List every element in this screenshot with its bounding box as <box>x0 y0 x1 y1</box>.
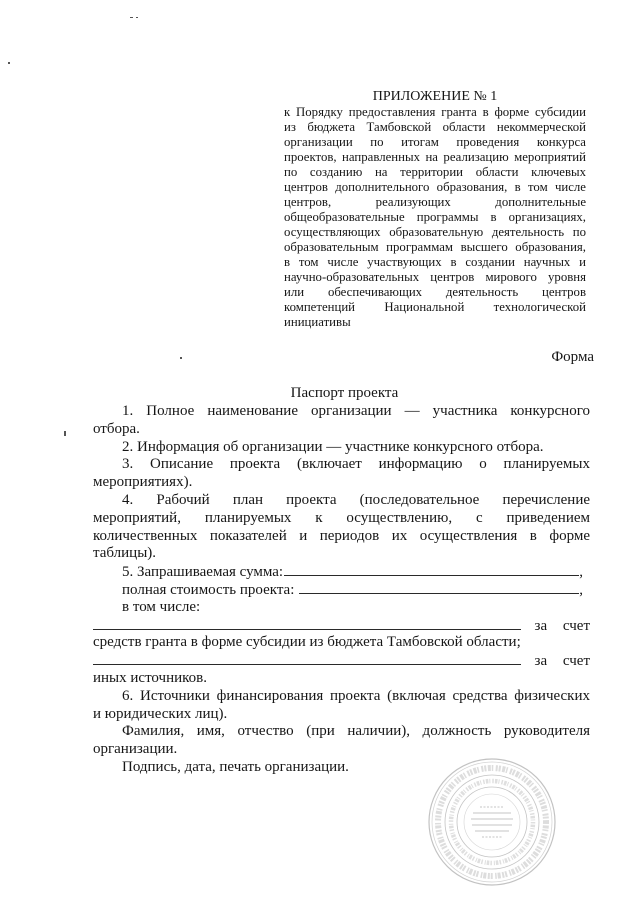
requested-amount-label: 5. Запрашиваемая сумма: <box>122 564 284 581</box>
appendix-line: по созданию на территории области ключевых <box>284 165 586 179</box>
comma: , <box>579 564 583 581</box>
paragraph-line: таблицы). <box>93 545 157 562</box>
paragraph-line: мероприятиях). <box>93 474 193 491</box>
appendix-line: центров, реализующих дополнительные <box>284 195 586 209</box>
appendix-line: к Порядку предоставления гранта в форме субсидии <box>284 105 586 119</box>
document-title: Паспорт проекта <box>290 385 399 401</box>
scan-speck <box>64 431 66 436</box>
paragraph-line: Подпись, дата, печать организации. <box>122 758 349 775</box>
grant-amount-row <box>93 617 590 635</box>
paragraph-line: 6. Источники финансирования проекта (включая средства физических <box>122 687 590 704</box>
appendix-block <box>284 105 586 330</box>
requested-amount-row <box>93 563 590 581</box>
total-cost-label: полная стоимость проекта: <box>122 581 295 598</box>
grant-source-text: средств гранта в форме субсидии из бюджета Тамбовской области; <box>93 634 521 651</box>
total-cost-row <box>93 581 590 599</box>
comma: , <box>579 581 583 598</box>
scan-speck <box>130 17 133 18</box>
appendix-line: проектов, направленных на реализацию мероприятий <box>284 150 586 164</box>
other-amount-row <box>93 652 590 670</box>
total-cost-blank <box>299 581 579 594</box>
paragraph-line: мероприятий, планируемых к осуществлению, с приведением <box>93 509 590 526</box>
appendix-line: осуществляющих образовательную деятельность по <box>284 225 586 239</box>
appendix-line: общеобразовательные программы в организациях, <box>284 210 586 224</box>
form-label: Форма <box>551 349 594 365</box>
scan-speck <box>180 357 182 359</box>
appendix-line: из бюджета Тамбовской области некоммерческой <box>284 120 586 134</box>
paragraph-line: 3. Описание проекта (включает информацию о планируемых <box>122 456 590 473</box>
organization-seal <box>425 755 560 890</box>
paragraph-line: организации. <box>93 741 178 758</box>
appendix-line: или обеспечивающих деятельность центров <box>284 285 586 299</box>
requested-amount-blank <box>284 563 579 576</box>
paragraph-line: 1. Полное наименование организации — участника конкурсного <box>122 403 590 419</box>
appendix-line: компетенций Национальной технологической <box>284 300 586 314</box>
appendix-line: инициативы <box>284 315 351 329</box>
other-source-text: иных источников. <box>93 669 207 686</box>
paragraph-line: количественных показателей и периодов их осуществления в форме <box>93 527 590 544</box>
including-label: в том числе: <box>122 598 201 615</box>
appendix-title: ПРИЛОЖЕНИЕ № 1 <box>372 89 498 104</box>
paragraph-line: отбора. <box>93 420 140 437</box>
appendix-line: научно-образовательных центров мирового уровня <box>284 270 586 284</box>
paragraph-line: 2. Информация об организации — участнике конкурсного отбора. <box>122 438 544 455</box>
appendix-line: организации по итогам проведения конкурса <box>284 135 586 149</box>
paragraph-line: 4. Рабочий план проекта (последовательное перечисление <box>122 491 590 508</box>
grant-amount-blank <box>93 617 521 630</box>
appendix-line: центров дополнительного образования, в том числе <box>284 180 586 194</box>
appendix-line: образовательным программам высшего образования, <box>284 240 586 254</box>
other-amount-blank <box>93 652 521 665</box>
scan-speck <box>8 62 10 64</box>
paragraph-line: и юридических лиц). <box>93 705 228 722</box>
grant-suffix: за счет <box>534 617 590 634</box>
paragraph-line: Фамилия, имя, отчество (при наличии), должность руководителя <box>122 723 590 740</box>
other-suffix: за счет <box>534 653 590 670</box>
document-body <box>93 403 590 777</box>
appendix-line: в том числе участвующих в создании научных и <box>284 255 586 269</box>
scan-speck <box>136 17 138 18</box>
